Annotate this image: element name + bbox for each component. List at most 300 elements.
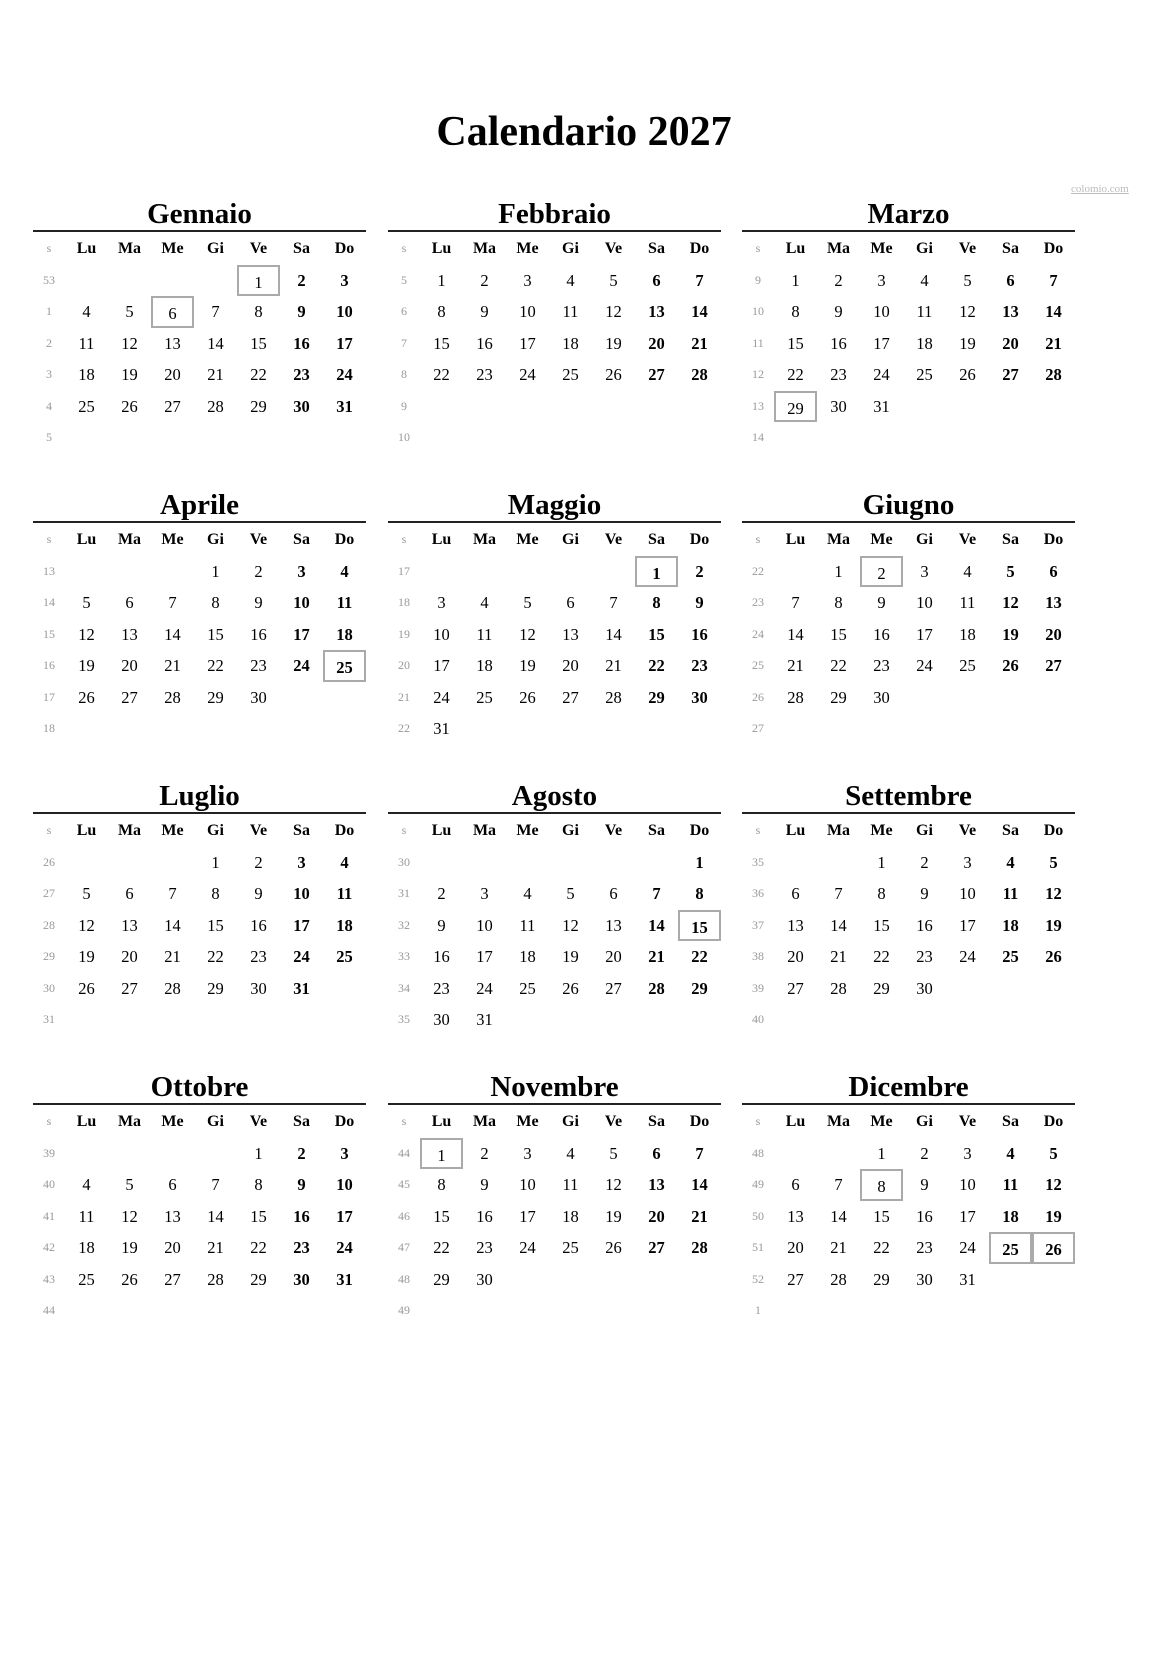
day-cell[interactable]: 18	[519, 947, 536, 967]
day-cell[interactable]: 23	[873, 656, 890, 676]
day-cell[interactable]: 15	[433, 1206, 450, 1226]
day-cell[interactable]: 31	[873, 396, 890, 416]
day-cell[interactable]: 26	[519, 687, 536, 707]
day-cell[interactable]: 24	[476, 978, 493, 998]
day-cell[interactable]: 18	[78, 365, 95, 385]
day-cell[interactable]: 24	[293, 656, 310, 676]
day-cell[interactable]: 9	[254, 593, 263, 613]
day-cell[interactable]: 12	[959, 302, 976, 322]
day-cell[interactable]: 3	[297, 853, 306, 872]
day-cell[interactable]: 7	[168, 884, 177, 904]
day-cell[interactable]: 18	[1002, 915, 1019, 935]
day-cell[interactable]: 24	[293, 947, 310, 967]
day-cell[interactable]: 2	[834, 271, 843, 290]
day-cell[interactable]: 25	[1002, 947, 1019, 967]
day-cell[interactable]: 20	[1002, 333, 1019, 353]
day-cell[interactable]: 13	[787, 1206, 804, 1226]
day-cell[interactable]: 30	[293, 396, 310, 416]
day-cell[interactable]: 3	[523, 271, 532, 290]
day-cell[interactable]: 14	[605, 624, 622, 644]
day-cell[interactable]: 26	[1002, 656, 1019, 676]
day-cell[interactable]: 9	[877, 593, 886, 613]
day-cell[interactable]: 23	[250, 947, 267, 967]
day-cell[interactable]: 25	[562, 1238, 579, 1258]
day-cell[interactable]: 23	[250, 656, 267, 676]
day-cell[interactable]: 19	[78, 656, 95, 676]
day-cell[interactable]: 27	[1045, 656, 1062, 676]
day-cell[interactable]: 20	[648, 333, 665, 353]
day-cell[interactable]: 15	[648, 624, 665, 644]
day-cell[interactable]: 11	[959, 593, 976, 613]
day-cell[interactable]: 12	[121, 333, 138, 353]
day-cell[interactable]: 18	[916, 333, 933, 353]
day-cell[interactable]: 25	[519, 978, 536, 998]
day-cell[interactable]: 3	[340, 271, 349, 290]
day-cell[interactable]: 7	[211, 302, 220, 322]
day-cell[interactable]: 16	[916, 1206, 933, 1226]
day-cell[interactable]: 27	[648, 1238, 665, 1258]
day-cell[interactable]: 18	[1002, 1206, 1019, 1226]
day-cell[interactable]: 13	[787, 915, 804, 935]
day-cell[interactable]: 2	[480, 1144, 489, 1163]
day-cell[interactable]: 25	[916, 365, 933, 385]
day-cell[interactable]: 29	[250, 1269, 267, 1289]
day-cell[interactable]: 4	[523, 884, 532, 904]
day-cell[interactable]: 31	[336, 1269, 353, 1289]
day-cell[interactable]: 30	[476, 1269, 493, 1289]
day-cell[interactable]: 21	[787, 656, 804, 676]
day-cell[interactable]: 11	[78, 1206, 95, 1226]
day-cell[interactable]: 8	[437, 302, 446, 322]
day-cell[interactable]: 28	[648, 978, 665, 998]
day-cell[interactable]: 15	[207, 915, 224, 935]
day-cell[interactable]: 19	[1045, 915, 1062, 935]
day-cell[interactable]: 28	[787, 687, 804, 707]
day-cell[interactable]: 12	[562, 915, 579, 935]
day-cell[interactable]: 13	[1002, 302, 1019, 322]
day-cell[interactable]: 30	[691, 687, 708, 707]
day-cell[interactable]: 7	[609, 593, 618, 613]
day-cell[interactable]: 20	[121, 656, 138, 676]
day-cell[interactable]: 11	[916, 302, 933, 322]
day-cell[interactable]: 6	[791, 1175, 800, 1195]
day-cell[interactable]: 14	[207, 333, 224, 353]
day-cell[interactable]: 27	[121, 687, 138, 707]
day-cell[interactable]: 11	[336, 593, 353, 613]
day-cell[interactable]: 16	[250, 624, 267, 644]
day-cell[interactable]: 9	[254, 884, 263, 904]
day-cell[interactable]: 15	[873, 915, 890, 935]
day-cell[interactable]: 30	[250, 687, 267, 707]
day-cell[interactable]: 13	[648, 302, 665, 322]
day-cell[interactable]: 4	[963, 562, 972, 581]
day-cell[interactable]: 5	[82, 593, 91, 613]
day-cell[interactable]: 16	[250, 915, 267, 935]
day-cell[interactable]: 4	[480, 593, 489, 613]
day-cell[interactable]: 21	[691, 333, 708, 353]
day-cell[interactable]: 21	[207, 365, 224, 385]
day-cell[interactable]: 24	[519, 365, 536, 385]
day-cell[interactable]: 23	[476, 365, 493, 385]
day-cell[interactable]: 24	[519, 1238, 536, 1258]
day-cell[interactable]: 7	[1049, 271, 1058, 290]
day-cell[interactable]: 16	[433, 947, 450, 967]
day-cell[interactable]: 9	[437, 915, 446, 935]
day-cell[interactable]: 26	[121, 1269, 138, 1289]
day-cell[interactable]: 3	[340, 1144, 349, 1163]
day-cell[interactable]: 6	[652, 271, 661, 290]
day-cell[interactable]: 4	[1006, 1144, 1015, 1163]
day-cell[interactable]: 23	[691, 656, 708, 676]
day-cell[interactable]: 28	[164, 978, 181, 998]
day-cell[interactable]: 6	[791, 884, 800, 904]
day-cell[interactable]: 25	[336, 947, 353, 967]
day-cell[interactable]: 9	[695, 593, 704, 613]
day-cell[interactable]: 12	[1002, 593, 1019, 613]
day-cell[interactable]: 20	[1045, 624, 1062, 644]
day-cell[interactable]: 14	[787, 624, 804, 644]
day-cell[interactable]: 22	[250, 365, 267, 385]
day-cell[interactable]: 19	[562, 947, 579, 967]
day-cell[interactable]: 26	[605, 1238, 622, 1258]
day-cell[interactable]: 6	[609, 884, 618, 904]
day-cell[interactable]: 12	[1045, 1175, 1062, 1195]
day-cell[interactable]: 24	[433, 687, 450, 707]
day-cell[interactable]: 11	[519, 915, 536, 935]
day-cell[interactable]: 21	[1045, 333, 1062, 353]
day-cell[interactable]: 25	[989, 1232, 1032, 1263]
day-cell[interactable]: 22	[787, 365, 804, 385]
day-cell[interactable]: 3	[963, 853, 972, 872]
day-cell[interactable]: 7	[168, 593, 177, 613]
day-cell[interactable]: 6	[1006, 271, 1015, 290]
day-cell[interactable]: 26	[1045, 947, 1062, 967]
day-cell[interactable]: 8	[791, 302, 800, 322]
day-cell[interactable]: 22	[873, 1238, 890, 1258]
day-cell[interactable]: 3	[920, 562, 929, 581]
day-cell[interactable]: 1	[695, 853, 704, 872]
day-cell[interactable]: 5	[566, 884, 575, 904]
day-cell[interactable]: 10	[336, 1175, 353, 1195]
day-cell[interactable]: 27	[787, 1269, 804, 1289]
day-cell[interactable]: 28	[691, 1238, 708, 1258]
day-cell[interactable]: 28	[164, 687, 181, 707]
day-cell[interactable]: 28	[830, 1269, 847, 1289]
day-cell[interactable]: 15	[207, 624, 224, 644]
day-cell[interactable]: 18	[336, 624, 353, 644]
day-cell[interactable]: 18	[562, 333, 579, 353]
day-cell[interactable]: 17	[519, 333, 536, 353]
day-cell[interactable]: 27	[605, 978, 622, 998]
day-cell[interactable]: 26	[562, 978, 579, 998]
day-cell[interactable]: 22	[433, 1238, 450, 1258]
day-cell[interactable]: 19	[78, 947, 95, 967]
day-cell[interactable]: 2	[254, 562, 263, 581]
day-cell[interactable]: 11	[1002, 884, 1019, 904]
day-cell[interactable]: 2	[860, 556, 903, 587]
day-cell[interactable]: 27	[164, 1269, 181, 1289]
day-cell[interactable]: 5	[609, 271, 618, 290]
day-cell[interactable]: 29	[830, 687, 847, 707]
day-cell[interactable]: 7	[211, 1175, 220, 1195]
day-cell[interactable]: 7	[834, 884, 843, 904]
day-cell[interactable]: 3	[877, 271, 886, 290]
day-cell[interactable]: 20	[164, 365, 181, 385]
day-cell[interactable]: 18	[476, 656, 493, 676]
day-cell[interactable]: 12	[121, 1206, 138, 1226]
day-cell[interactable]: 4	[82, 1175, 91, 1195]
day-cell[interactable]: 15	[873, 1206, 890, 1226]
day-cell[interactable]: 21	[648, 947, 665, 967]
day-cell[interactable]: 2	[437, 884, 446, 904]
day-cell[interactable]: 10	[293, 884, 310, 904]
day-cell[interactable]: 8	[254, 302, 263, 322]
day-cell[interactable]: 29	[207, 687, 224, 707]
day-cell[interactable]: 21	[830, 947, 847, 967]
day-cell[interactable]: 14	[830, 915, 847, 935]
day-cell[interactable]: 13	[164, 333, 181, 353]
day-cell[interactable]: 13	[1045, 593, 1062, 613]
day-cell[interactable]: 6	[652, 1144, 661, 1163]
day-cell[interactable]: 7	[695, 271, 704, 290]
day-cell[interactable]: 11	[562, 1175, 579, 1195]
day-cell[interactable]: 10	[959, 1175, 976, 1195]
day-cell[interactable]: 3	[480, 884, 489, 904]
day-cell[interactable]: 19	[605, 333, 622, 353]
day-cell[interactable]: 9	[480, 302, 489, 322]
day-cell[interactable]: 16	[691, 624, 708, 644]
day-cell[interactable]: 4	[1006, 853, 1015, 872]
day-cell[interactable]: 31	[959, 1269, 976, 1289]
day-cell[interactable]: 31	[433, 718, 450, 738]
day-cell[interactable]: 24	[873, 365, 890, 385]
day-cell[interactable]: 17	[519, 1206, 536, 1226]
day-cell[interactable]: 14	[830, 1206, 847, 1226]
day-cell[interactable]: 17	[336, 1206, 353, 1226]
day-cell[interactable]: 1	[211, 562, 220, 581]
day-cell[interactable]: 12	[605, 1175, 622, 1195]
day-cell[interactable]: 2	[297, 1144, 306, 1163]
day-cell[interactable]: 6	[1049, 562, 1058, 581]
day-cell[interactable]: 15	[830, 624, 847, 644]
day-cell[interactable]: 27	[648, 365, 665, 385]
day-cell[interactable]: 16	[476, 333, 493, 353]
day-cell[interactable]: 23	[830, 365, 847, 385]
day-cell[interactable]: 5	[1006, 562, 1015, 581]
day-cell[interactable]: 30	[916, 978, 933, 998]
day-cell[interactable]: 25	[78, 1269, 95, 1289]
day-cell[interactable]: 29	[774, 391, 817, 422]
day-cell[interactable]: 31	[476, 1009, 493, 1029]
day-cell[interactable]: 17	[293, 624, 310, 644]
day-cell[interactable]: 5	[963, 271, 972, 290]
day-cell[interactable]: 11	[336, 884, 353, 904]
day-cell[interactable]: 2	[695, 562, 704, 581]
day-cell[interactable]: 20	[787, 1238, 804, 1258]
day-cell[interactable]: 10	[519, 1175, 536, 1195]
day-cell[interactable]: 24	[336, 1238, 353, 1258]
day-cell[interactable]: 21	[691, 1206, 708, 1226]
day-cell[interactable]: 26	[605, 365, 622, 385]
day-cell[interactable]: 19	[1045, 1206, 1062, 1226]
day-cell[interactable]: 8	[211, 884, 220, 904]
day-cell[interactable]: 6	[125, 593, 134, 613]
day-cell[interactable]: 14	[164, 915, 181, 935]
day-cell[interactable]: 30	[830, 396, 847, 416]
day-cell[interactable]: 18	[336, 915, 353, 935]
day-cell[interactable]: 23	[293, 365, 310, 385]
day-cell[interactable]: 6	[168, 1175, 177, 1195]
day-cell[interactable]: 14	[164, 624, 181, 644]
day-cell[interactable]: 4	[340, 562, 349, 581]
day-cell[interactable]: 23	[916, 947, 933, 967]
day-cell[interactable]: 17	[959, 915, 976, 935]
day-cell[interactable]: 17	[336, 333, 353, 353]
day-cell[interactable]: 7	[652, 884, 661, 904]
day-cell[interactable]: 29	[433, 1269, 450, 1289]
day-cell[interactable]: 13	[648, 1175, 665, 1195]
day-cell[interactable]: 28	[691, 365, 708, 385]
day-cell[interactable]: 22	[207, 656, 224, 676]
day-cell[interactable]: 13	[121, 915, 138, 935]
day-cell[interactable]: 8	[652, 593, 661, 613]
day-cell[interactable]: 15	[250, 333, 267, 353]
day-cell[interactable]: 12	[605, 302, 622, 322]
day-cell[interactable]: 2	[920, 853, 929, 872]
day-cell[interactable]: 9	[480, 1175, 489, 1195]
day-cell[interactable]: 31	[293, 978, 310, 998]
day-cell[interactable]: 1	[791, 271, 800, 290]
day-cell[interactable]: 25	[78, 396, 95, 416]
day-cell[interactable]: 26	[1032, 1232, 1075, 1263]
day-cell[interactable]: 10	[476, 915, 493, 935]
day-cell[interactable]: 2	[254, 853, 263, 872]
day-cell[interactable]: 24	[959, 1238, 976, 1258]
day-cell[interactable]: 14	[207, 1206, 224, 1226]
day-cell[interactable]: 30	[293, 1269, 310, 1289]
day-cell[interactable]: 27	[121, 978, 138, 998]
day-cell[interactable]: 8	[211, 593, 220, 613]
day-cell[interactable]: 5	[609, 1144, 618, 1163]
day-cell[interactable]: 26	[78, 687, 95, 707]
credit-link[interactable]: colomio.com	[1071, 183, 1129, 195]
day-cell[interactable]: 1	[635, 556, 678, 587]
day-cell[interactable]: 2	[297, 271, 306, 290]
day-cell[interactable]: 9	[920, 884, 929, 904]
day-cell[interactable]: 5	[1049, 1144, 1058, 1163]
day-cell[interactable]: 17	[293, 915, 310, 935]
day-cell[interactable]: 25	[476, 687, 493, 707]
day-cell[interactable]: 6	[566, 593, 575, 613]
day-cell[interactable]: 1	[437, 271, 446, 290]
day-cell[interactable]: 12	[519, 624, 536, 644]
day-cell[interactable]: 10	[293, 593, 310, 613]
day-cell[interactable]: 11	[562, 302, 579, 322]
day-cell[interactable]: 20	[787, 947, 804, 967]
day-cell[interactable]: 1	[877, 853, 886, 872]
day-cell[interactable]: 19	[959, 333, 976, 353]
day-cell[interactable]: 6	[151, 296, 194, 327]
day-cell[interactable]: 19	[519, 656, 536, 676]
day-cell[interactable]: 23	[433, 978, 450, 998]
day-cell[interactable]: 16	[293, 333, 310, 353]
day-cell[interactable]: 29	[691, 978, 708, 998]
day-cell[interactable]: 28	[207, 1269, 224, 1289]
day-cell[interactable]: 16	[293, 1206, 310, 1226]
day-cell[interactable]: 26	[959, 365, 976, 385]
day-cell[interactable]: 24	[959, 947, 976, 967]
day-cell[interactable]: 31	[336, 396, 353, 416]
day-cell[interactable]: 5	[125, 1175, 134, 1195]
day-cell[interactable]: 24	[336, 365, 353, 385]
day-cell[interactable]: 16	[476, 1206, 493, 1226]
day-cell[interactable]: 16	[873, 624, 890, 644]
day-cell[interactable]: 6	[125, 884, 134, 904]
day-cell[interactable]: 5	[82, 884, 91, 904]
day-cell[interactable]: 11	[1002, 1175, 1019, 1195]
day-cell[interactable]: 26	[78, 978, 95, 998]
day-cell[interactable]: 10	[519, 302, 536, 322]
day-cell[interactable]: 29	[873, 978, 890, 998]
day-cell[interactable]: 23	[293, 1238, 310, 1258]
day-cell[interactable]: 27	[787, 978, 804, 998]
day-cell[interactable]: 28	[830, 978, 847, 998]
day-cell[interactable]: 25	[562, 365, 579, 385]
day-cell[interactable]: 1	[211, 853, 220, 872]
day-cell[interactable]: 19	[121, 365, 138, 385]
day-cell[interactable]: 20	[648, 1206, 665, 1226]
day-cell[interactable]: 30	[873, 687, 890, 707]
day-cell[interactable]: 9	[297, 302, 306, 322]
day-cell[interactable]: 13	[562, 624, 579, 644]
day-cell[interactable]: 30	[433, 1009, 450, 1029]
day-cell[interactable]: 14	[1045, 302, 1062, 322]
day-cell[interactable]: 14	[648, 915, 665, 935]
day-cell[interactable]: 18	[959, 624, 976, 644]
day-cell[interactable]: 29	[250, 396, 267, 416]
day-cell[interactable]: 12	[1045, 884, 1062, 904]
day-cell[interactable]: 1	[254, 1144, 263, 1163]
day-cell[interactable]: 19	[605, 1206, 622, 1226]
day-cell[interactable]: 30	[250, 978, 267, 998]
day-cell[interactable]: 13	[121, 624, 138, 644]
day-cell[interactable]: 17	[476, 947, 493, 967]
day-cell[interactable]: 11	[476, 624, 493, 644]
day-cell[interactable]: 15	[678, 910, 721, 941]
day-cell[interactable]: 9	[920, 1175, 929, 1195]
day-cell[interactable]: 1	[834, 562, 843, 581]
day-cell[interactable]: 13	[164, 1206, 181, 1226]
day-cell[interactable]: 8	[860, 1169, 903, 1200]
day-cell[interactable]: 28	[207, 396, 224, 416]
day-cell[interactable]: 7	[834, 1175, 843, 1195]
day-cell[interactable]: 28	[605, 687, 622, 707]
day-cell[interactable]: 20	[164, 1238, 181, 1258]
day-cell[interactable]: 18	[562, 1206, 579, 1226]
day-cell[interactable]: 29	[648, 687, 665, 707]
day-cell[interactable]: 29	[207, 978, 224, 998]
day-cell[interactable]: 4	[566, 1144, 575, 1163]
day-cell[interactable]: 11	[78, 333, 95, 353]
day-cell[interactable]: 3	[523, 1144, 532, 1163]
day-cell[interactable]: 21	[164, 656, 181, 676]
day-cell[interactable]: 22	[873, 947, 890, 967]
day-cell[interactable]: 22	[250, 1238, 267, 1258]
day-cell[interactable]: 25	[959, 656, 976, 676]
day-cell[interactable]: 23	[916, 1238, 933, 1258]
day-cell[interactable]: 8	[834, 593, 843, 613]
day-cell[interactable]: 29	[873, 1269, 890, 1289]
